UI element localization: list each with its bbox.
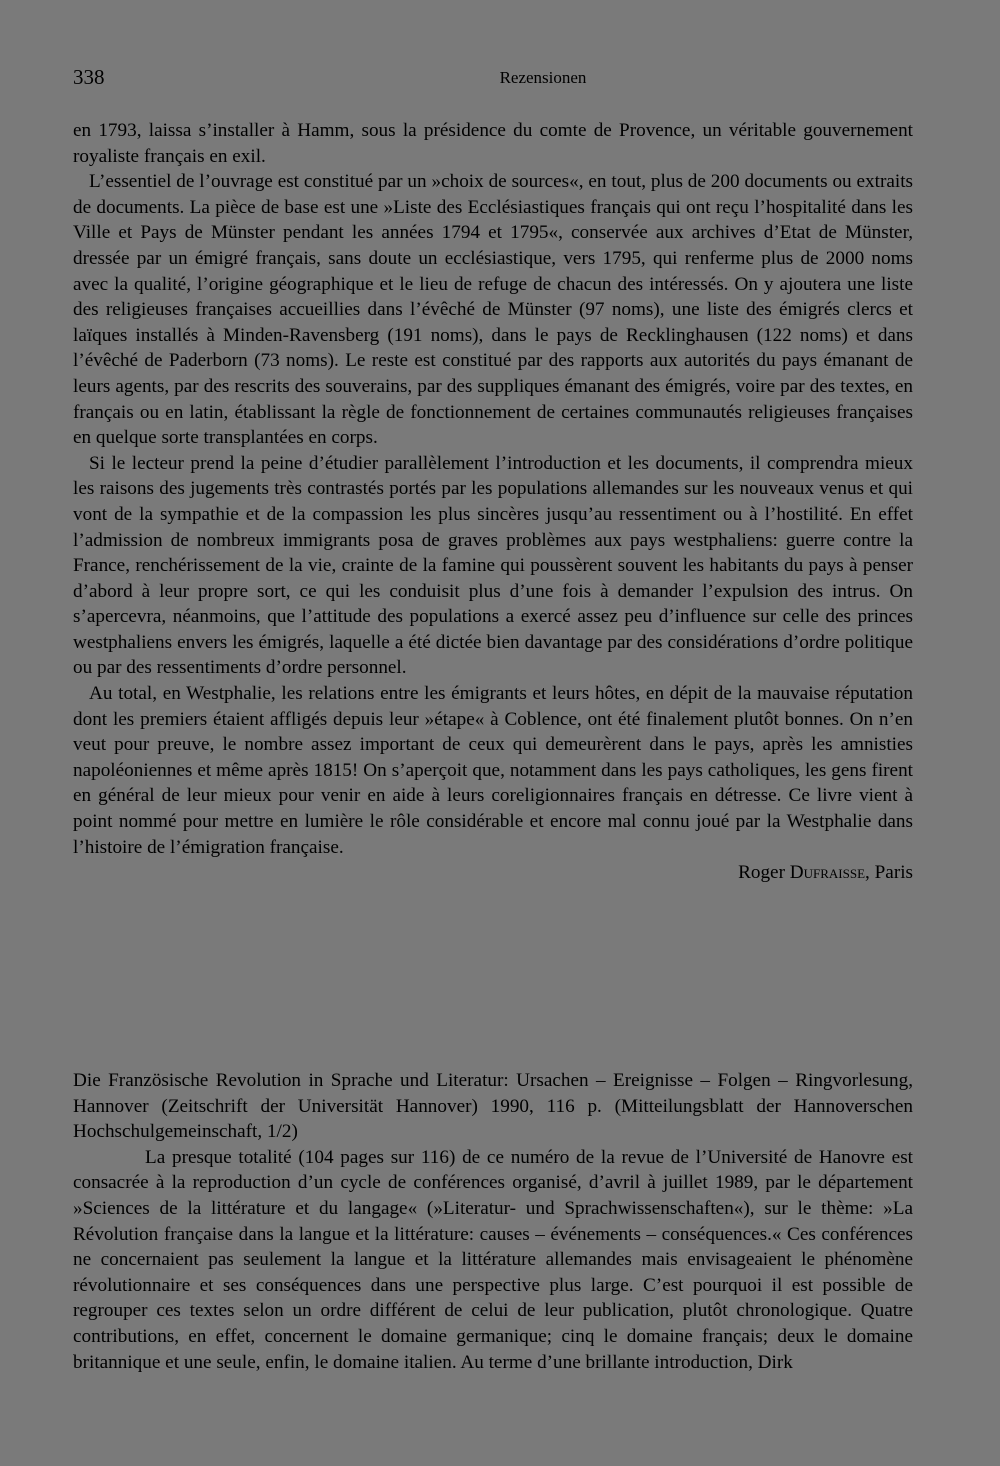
review-one-paragraph-1: en 1793, laissa s’installer à Hamm, sous la présidence du comte de Provence, un véritable gouvernement royaliste français en exil. bbox=[73, 120, 913, 167]
review-two-bibliography: Die Französische Revolution in Sprache und Literatur: Ursachen – Ereignisse – Folgen – Ringvorlesung, Hannover (Zeitschrift der Universität Hannover) 1990, 116 p. (Mitteilungsblatt der Hannoverschen Hochschulgemeinschaft, 1/2) bbox=[73, 1070, 913, 1143]
page-header bbox=[73, 64, 913, 94]
review-two bbox=[73, 1068, 913, 1375]
reviewer-city: , Paris bbox=[865, 862, 913, 884]
review-two-paragraph-1: La presque totalité (104 pages sur 116) de ce numéro de la revue de l’Université de Hanovre est consacrée à la reproduction d’un cycle de conférences organisé, d’avril à juillet 1989, par le département »Sciences de la littérature et du langage« (»Literatur- und Sprachwissenschaften«), sur le thème: »La Révolution française dans la langue et la littérature: causes – événements – conséquences.« Ces conférences ne concernaient pas seulement la langue et la littérature allemandes mais envisageaient le phénomène révolutionnaire et ses conséquences dans une perspective plus large. C’est pourquoi il est possible de regrouper ces textes selon un ordre différent de celui de leur publication, plutôt chronologique. Quatre contributions, en effet, concernent le domaine germanique; cinq le domaine français; deux le domaine britannique et une seule, enfin, le domaine italien. Au terme d’une brillante introduction, Dirk bbox=[73, 1146, 913, 1373]
reviewer-first-name: Roger bbox=[738, 862, 785, 884]
review-one-paragraph-2: L’essentiel de l’ouvrage est constitué par un »choix de sources«, en tout, plus de 200 documents ou extraits de documents. La pièce de base est une »Liste des Ecclésiastiques français qui ont reçu l’hospitalité dans les Ville et Pays de Münster pendant les années 1794 et 1795«, conservée aux archives d’Etat de Münster, dressée par un émigré français, sans doute un ecclésiastique, vers 1795, qui renferme plus de 2000 noms avec la qualité, l’origine géographique et le lieu de refuge de chacun des intéressés. On y ajoutera une liste des religieuses françaises accueillies dans l’évêché de Münster (97 noms), une liste des émigrés clercs et laïques installés à Minden-Ravensberg (191 noms), dans le pays de Recklinghausen (122 noms) et dans l’évêché de Paderborn (73 noms). Le reste est constitué par des rapports aux autorités du pays émanant de leurs agents, par des rescrits des souverains, par des suppliques émanant des émigrés, voire par des textes, en français ou en latin, établissant la règle de fonctionnement de certaines communautés religieuses françaises en quelque sorte transplantées en corps. bbox=[73, 171, 913, 449]
reviewer-signature bbox=[73, 860, 913, 886]
review-one bbox=[73, 118, 913, 886]
page-number: 338 bbox=[73, 65, 105, 89]
review-one-paragraph-3: Si le lecteur prend la peine d’étudier parallèlement l’introduction et les documents, il comprendra mieux les raisons des jugements très contrastés portés par les populations allemandes sur les nouveaux venus et qui vont de la sympathie et de la compassion les plus sincères jusqu’au ressentiment ou à l’hostilité. En effet l’admission de nombreux immigrants posa de graves problèmes aux pays westphaliens: guerre contre la France, renchérissement de la vie, crainte de la famine qui poussèrent souvent les habitants du pays à penser d’abord à leur propre sort, ce qui les conduisit plus d’une fois à demander l’expulsion des intrus. On s’apercevra, néanmoins, que l’attitude des populations a exercé assez peu d’influence sur celle des princes westphaliens envers les émigrés, laquelle a été dictée bien davantage par des considérations d’ordre politique ou par des ressentiments d’ordre personnel. bbox=[73, 452, 913, 679]
reviewer-surname: Dufraisse bbox=[789, 862, 866, 884]
review-one-paragraph-4: Au total, en Westphalie, les relations entre les émigrants et leurs hôtes, en dépit de la mauvaise réputation dont les premiers étaient affligés depuis leur »étape« à Coblence, ont été finalement plutôt bonnes. On n’en veut pour preuve, le nombre assez important de ceux qui demeurèrent dans le pays, après les amnisties napoléoniennes et même après 1815! On s’aperçoit que, notamment dans les pays catholiques, les gens firent en général de leur mieux pour venir en aide à leurs coreligionnaires français en détresse. Ce livre vient à point nommé pour mettre en lumière le rôle considérable et encore mal connu joué par la Westphalie dans l’histoire de l’émigration française. bbox=[73, 683, 913, 858]
running-title: Rezensionen bbox=[499, 68, 587, 87]
